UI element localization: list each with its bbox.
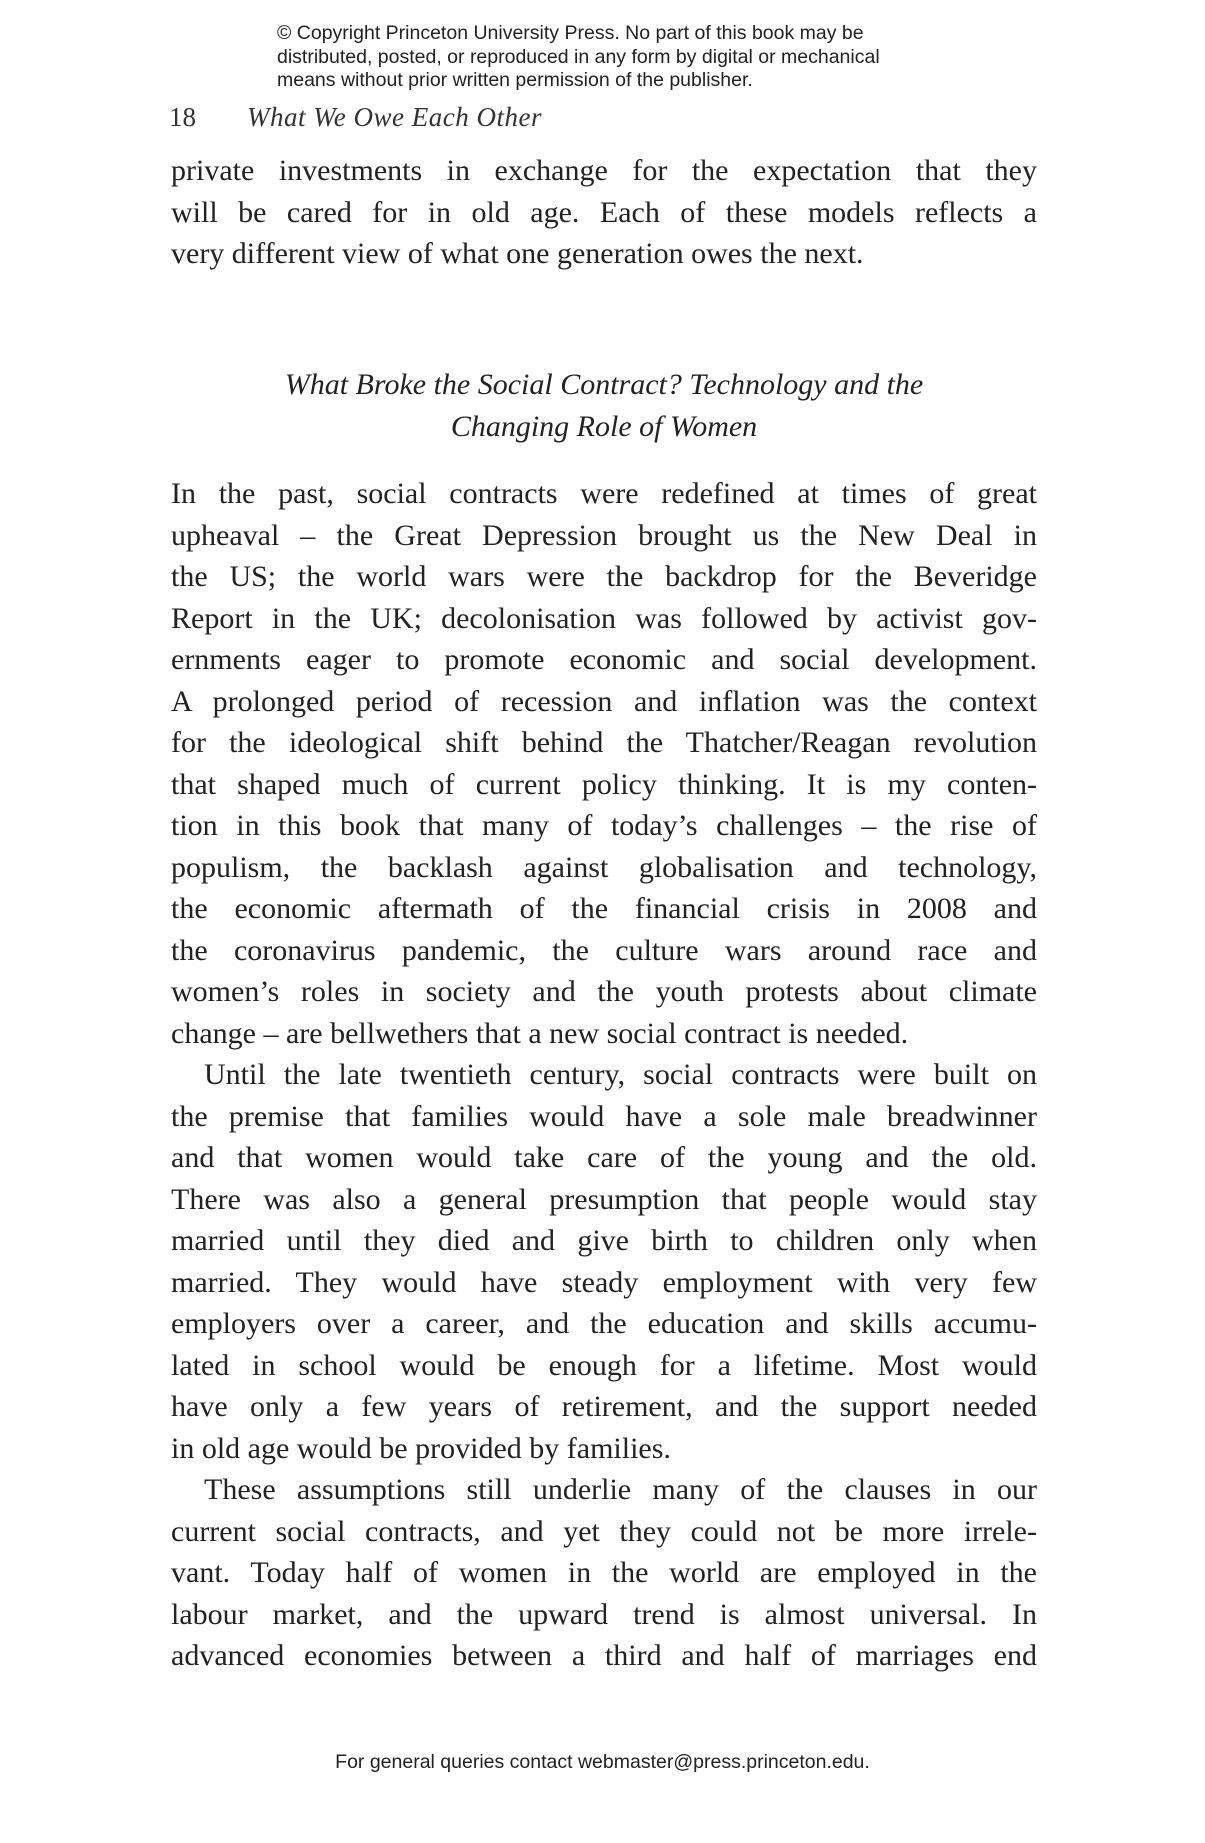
page-number: 18 — [169, 102, 196, 132]
copyright-line: distributed, posted, or reproduced in any form by digital or mechanical — [277, 45, 880, 68]
copyright-notice — [277, 22, 1037, 93]
book-title: What We Owe Each Other — [247, 102, 542, 132]
text-line: vant. Today half of women in the world are employed in the — [171, 1556, 1037, 1589]
text-line: Until the late twentieth century, social contracts were built on — [204, 1058, 1037, 1091]
text-line: employers over a career, and the education and skills accumu- — [171, 1307, 1037, 1340]
text-line: for the ideological shift behind the Thatcher/Reagan revolution — [171, 726, 1037, 759]
text-line: upheaval – the Great Depression brought us the New Deal in — [171, 518, 1037, 552]
text-line: very different view of what one generation owes the next. — [171, 237, 864, 270]
text-line: women’s roles in society and the youth protests about climate — [171, 975, 1037, 1008]
text-line: and that women would take care of the young and the old. — [171, 1141, 1037, 1174]
text-line: In the past, social contracts were redefined at times of great — [171, 477, 1037, 510]
text-line: the economic aftermath of the financial crisis in 2008 and — [171, 892, 1037, 925]
text-line: the US; the world wars were the backdrop for the Beveridge — [171, 560, 1037, 593]
text-line: married. They would have steady employment with very few — [171, 1265, 1037, 1299]
text-line: labour market, and the upward trend is almost universal. In — [171, 1597, 1037, 1631]
opening-paragraph — [171, 150, 1037, 275]
text-line: lated in school would be enough for a lifetime. Most would — [171, 1348, 1037, 1382]
text-line: current social contracts, and yet they could not be more irrele- — [171, 1514, 1037, 1548]
copyright-line: means without prior written permission of the publisher. — [277, 69, 753, 91]
text-line: the coronavirus pandemic, the culture wars around race and — [171, 933, 1037, 967]
text-line: have only a few years of retirement, and the support needed — [171, 1390, 1037, 1423]
text-line: change – are bellwethers that a new social contract is needed. — [171, 1016, 909, 1050]
text-line: married until they died and give birth to children only when — [171, 1224, 1037, 1257]
footer-contact: For general queries contact webmaster@press.princeton.edu. — [335, 1751, 870, 1773]
text-line: advanced economies between a third and half of marriages end — [171, 1639, 1037, 1672]
paragraph-3 — [171, 1469, 1037, 1677]
section-heading — [171, 364, 1037, 447]
heading-line: Changing Role of Women — [450, 409, 758, 443]
text-line: in old age would be provided by families. — [171, 1431, 671, 1465]
text-line: that shaped much of current policy thinking. It is my conten- — [171, 767, 1037, 801]
text-line: There was also a general presumption that people would stay — [171, 1182, 1037, 1216]
paragraph-1 — [171, 473, 1037, 1054]
text-line: These assumptions still underlie many of the clauses in our — [204, 1473, 1037, 1506]
copyright-line: © Copyright Princeton University Press. No part of this book may be — [277, 22, 864, 44]
heading-line: What Broke the Social Contract? Technology and the — [284, 368, 924, 401]
text-line: populism, the backlash against globalisation and technology, — [171, 850, 1037, 884]
running-head — [169, 100, 542, 134]
text-line: the premise that families would have a sole male breadwinner — [171, 1099, 1037, 1133]
paragraph-2 — [171, 1054, 1037, 1469]
text-line: Report in the UK; decolonisation was followed by activist gov- — [171, 601, 1037, 635]
text-line: private investments in exchange for the expectation that they — [171, 154, 1037, 187]
text-line: ernments eager to promote economic and social development. — [171, 643, 1037, 676]
text-line: A prolonged period of recession and inflation was the context — [171, 684, 1037, 718]
text-line: will be cared for in old age. Each of these models reflects a — [171, 195, 1037, 229]
text-line: tion in this book that many of today’s challenges – the rise of — [171, 809, 1037, 842]
